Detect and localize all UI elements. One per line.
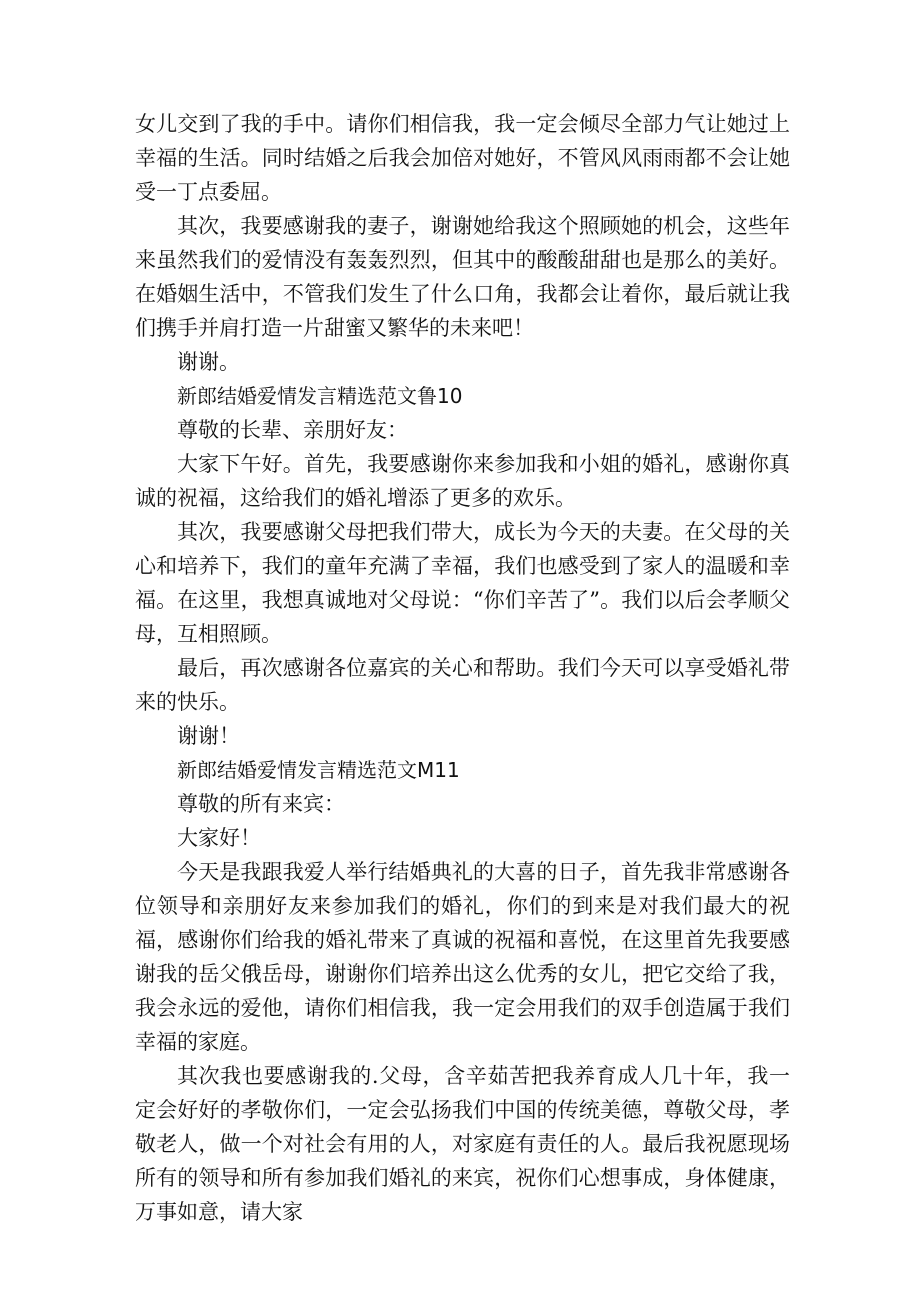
salutation: 尊敬的长辈、亲朋好友：	[177, 418, 408, 442]
paragraph: 谢谢！	[177, 724, 240, 748]
section-heading: 新郎结婚爱情发言精选范文M11	[177, 758, 460, 782]
paragraph: 谢谢。	[177, 350, 240, 374]
salutation: 尊敬的所有来宾：	[177, 792, 345, 816]
paragraph: 其次，我要感谢我的妻子，谢谢她给我这个照顾她的机会，这些年来虽然我们的爱情没有轰轰烈烈，但其中的酸酸甜甜也是那么的美好。在婚姻生活中，不管我们发生了什么口角，我都会让着你，最后就让我们携手并肩打造一片甜蜜又繁华的未来吧！	[135, 214, 790, 340]
paragraph: 今天是我跟我爱人举行结婚典礼的大喜的日子，首先我非常感谢各位领导和亲朋好友来参加我们的婚礼，你们的到来是对我们最大的祝福，感谢你们给我的婚礼带来了真诚的祝福和喜悦，在这里首先我要感谢我的岳父俄岳母，谢谢你们培养出这么优秀的女儿，把它交给了我，我会永远的爱他，请你们相信我，我一定会用我们的双手创造属于我们幸福的家庭。	[135, 860, 790, 1054]
paragraph: 其次我也要感谢我的.父母，含辛茹苦把我养育成人几十年，我一定会好好的孝敬你们，一定会弘扬我们中国的传统美德，尊敬父母，孝敬老人，做一个对社会有用的人，对家庭有责任的人。最后我祝愿现场所有的领导和所有参加我们婚礼的来宾，祝你们心想事成，身体健康，万事如意，请大家	[135, 1064, 790, 1224]
paragraph: 大家好！	[177, 826, 261, 850]
paragraph: 其次，我要感谢父母把我们带大，成长为今天的夫妻。在父母的关心和培养下，我们的童年充满了幸福，我们也感受到了家人的温暖和幸福。在这里，我想真诚地对父母说：“你们辛苦了”。我们以后会孝顺父母，互相照顾。	[135, 520, 790, 646]
paragraph: 大家下午好。首先，我要感谢你来参加我和小姐的婚礼，感谢你真诚的祝福，这给我们的婚礼增添了更多的欢乐。	[135, 452, 790, 510]
paragraph: 女儿交到了我的手中。请你们相信我，我一定会倾尽全部力气让她过上幸福的生活。同时结婚之后我会加倍对她好，不管风风雨雨都不会让她受一丁点委屈。	[135, 112, 790, 204]
section-heading: 新郎结婚爱情发言精选范文鲁10	[177, 384, 463, 408]
paragraph: 最后，再次感谢各位嘉宾的关心和帮助。我们今天可以享受婚礼带来的快乐。	[135, 656, 790, 714]
document-body	[135, 107, 790, 1229]
